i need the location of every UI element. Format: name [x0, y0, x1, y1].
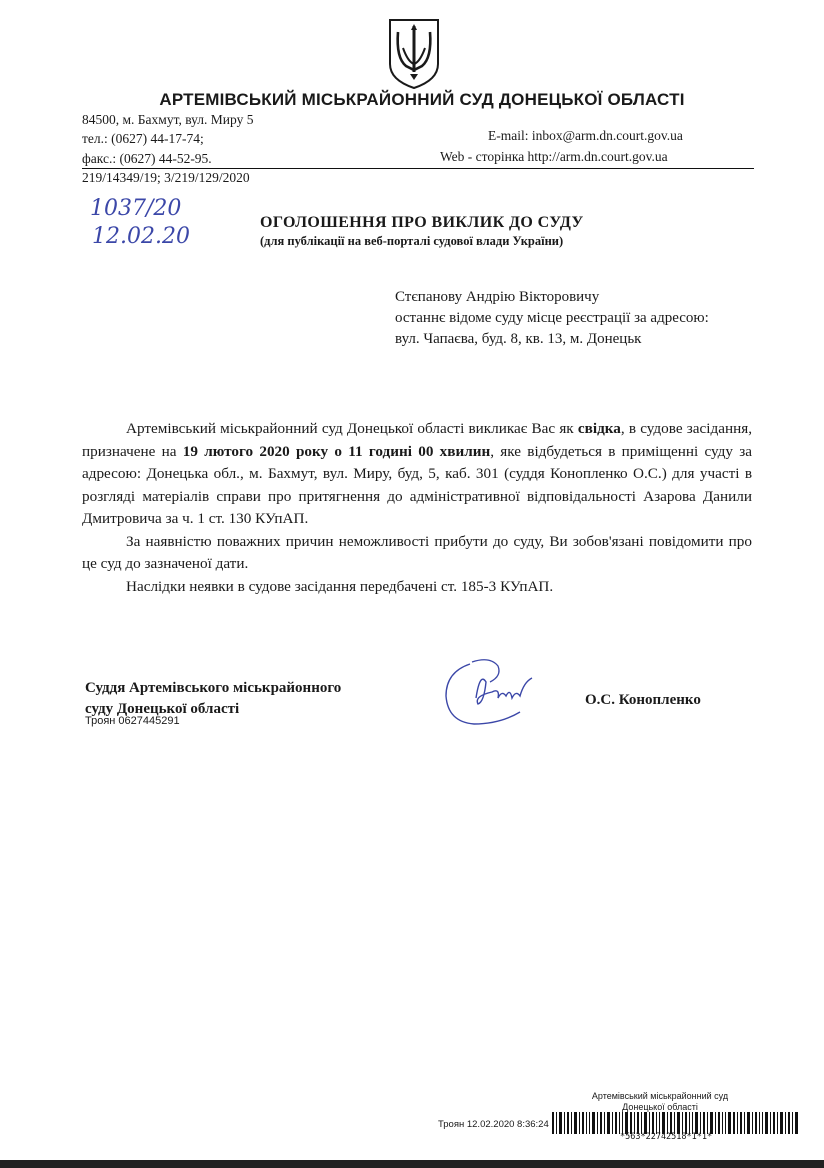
body-text-segment: , яке відбудеться в приміщенні суду за адресою: Донецька обл., м. Бахмут, вул. Миру, буд, 5, каб. 301 (суддя Конопленко О.С.) для участі в розгляді матеріалів справи про притягнення до адміністративної відповідальності Азарова Данили Дмитровича за ч. 1 ст. 130 КУпАП. [82, 442, 752, 527]
court-email: E-mail: inbox@arm.dn.court.gov.ua [488, 128, 683, 143]
document-subtitle: (для публікації на веб-порталі судової влади України) [260, 234, 564, 248]
body-text-segment: Артемівський міськрайонний суд Донецької області викликає Вас як [126, 420, 578, 437]
trident-emblem-icon [386, 14, 442, 90]
court-website: Web - сторінка http://arm.dn.court.gov.ua [440, 149, 668, 164]
barcode-icon [552, 1112, 798, 1134]
addressee-block [395, 287, 709, 350]
handwritten-date: 12.02.20 [92, 224, 190, 249]
summons-body [82, 418, 752, 598]
stamp-court-line: Артемівський міськрайонний суд [591, 1091, 729, 1101]
court-fax: факс.: (0627) 44-52-95. [82, 151, 212, 166]
court-name: АРТЕМІВСЬКИЙ МІСЬКРАЙОННИЙ СУД ДОНЕЦЬКОЇ ОБЛАСТІ [159, 90, 685, 109]
addressee-address: вул. Чапаєва, буд. 8, кв. 13, м. Донецьк [395, 331, 642, 347]
body-text-segment: , в судове засідання, призначене на [82, 420, 752, 460]
court-address: 84500, м. Бахмут, вул. Миру 5 [82, 112, 254, 127]
contact-person: Троян 0627445291 [85, 715, 180, 727]
letterhead-divider [82, 168, 754, 169]
handwritten-signature-icon [440, 652, 540, 732]
body-paragraph-1 [82, 418, 752, 531]
body-paragraph-3: Наслідки неявки в судове засідання передбачені ст. 185-3 КУпАП. [126, 577, 554, 595]
role-witness: свідка [577, 420, 621, 437]
stamp-court-line: Донецької області [622, 1102, 698, 1112]
addressee-name: Стєпанову Андрію Вікторовичу [395, 289, 600, 305]
body-paragraph-2: За наявністю поважних причин неможливості прибути до суду, Ви зобов'язані повідомити про це суд до зазначеної дати. [82, 532, 752, 572]
stamp-registration-meta: Троян 12.02.2020 8:36:24 [438, 1119, 549, 1130]
addressee-registration-note: останнє відоме суду місце реєстрації за адресою: [395, 310, 709, 326]
case-numbers: 219/14349/19; 3/219/129/2020 [82, 170, 250, 185]
barcode-number: *563*22742518*1*1* [620, 1132, 713, 1142]
judge-position-line: Суддя Артемівського міськрайонного [85, 680, 342, 696]
judge-position-line: суду Донецької області [85, 701, 240, 717]
scan-bottom-edge [0, 1160, 824, 1168]
hearing-datetime: 19 лютого 2020 року о 11 годині 00 хвилин [182, 442, 491, 460]
handwritten-outgoing-number: 1037/20 [90, 196, 182, 221]
stamp-court-name [560, 1091, 760, 1113]
court-phone: тел.: (0627) 44-17-74; [82, 131, 204, 146]
judge-name: О.С. Конопленко [585, 692, 701, 708]
document-title: ОГОЛОШЕННЯ ПРО ВИКЛИК ДО СУДУ [260, 214, 584, 231]
judge-position [85, 678, 341, 720]
